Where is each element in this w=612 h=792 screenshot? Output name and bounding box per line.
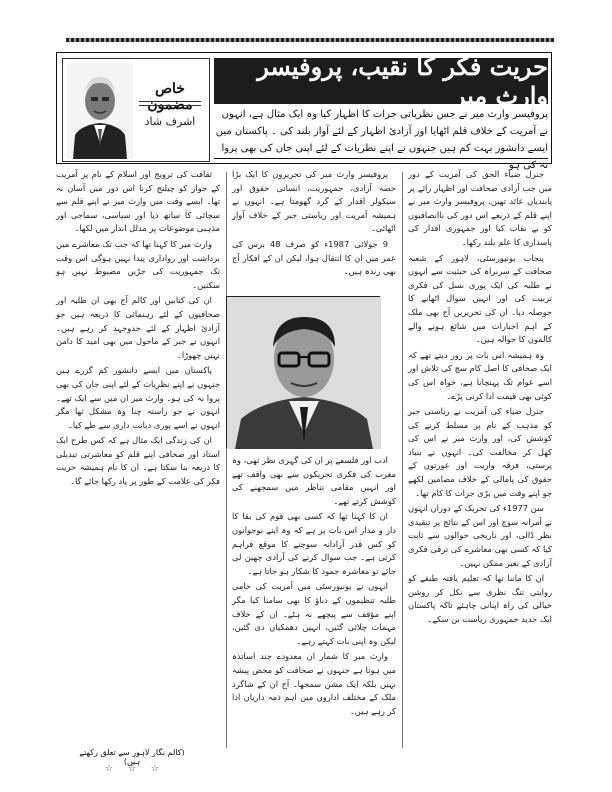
paragraph: وہ ہمیشہ اس بات پر زور دیتے تھے کہ ایک صحافی کا اصل کام سچ کی تلاش اور اسے عوام تک پہنچانا ہے، خواہ اس کی کوئی بھی قیمت ادا کرنی پڑے۔: [408, 349, 552, 401]
kicker-label: خاص مضمون: [147, 81, 193, 113]
closing-note: (کالم نگار لاہور سے تعلق رکھتے ہیں): [79, 748, 185, 766]
column-middle-top: [232, 168, 396, 290]
paragraph: انہوں نے یونیورسٹی میں آمریت کی حامی طلبہ تنظیموں کے دباؤ کا بھی سامنا کیا مگر اپنے مؤقف سے پیچھے نہ ہٹے۔ ان کے خلاف مہمات چلائی گئیں، انہیں دھمکیاں دی گئیں، لیکن وہ اپنی بات کہتے رہے۔: [232, 581, 396, 646]
paragraph: جنرل ضیاء کی آمریت نے ریاستی جبر کو مذہب کے نام پر مسلط کرنے کی کوشش کی، اور وارث میر نے اس کی کھل کر مخالفت کی۔ انہوں نے بنیاد پرستی، فرقہ واریت اور عورتوں کے حقوق کی پامالی کے خلاف مضامین لکھے جو اپنے وقت میں بڑی جرات کا کام تھا۔: [408, 406, 552, 498]
paragraph: ان کا کہنا تھا کہ کسی بھی قوم کی بقا کا دار و مدار اس بات پر ہے کہ وہ اپنے نوجوانوں کو کس قدر آزادانہ سوچنے کا موقع فراہم کرتی ہے۔ جب سوال کرنے کی آزادی چھین لی جائے تو معاشرہ جمود کا شکار ہو جاتا ہے۔: [232, 511, 396, 576]
paragraph: پروفیسر وارث میر کی تحریروں کا ایک بڑا حصہ آزادی، جمہوریت، انسانی حقوق اور سیکولر اقدار کے گرد گھومتا ہے۔ انہوں نے ہمیشہ آمریت اور ریاستی جبر کے خلاف آواز اٹھائی۔: [232, 169, 396, 234]
paragraph: ادب اور فلسفے پر ان کی گہری نظر تھی، وہ مغرب کی فکری تحریکوں سے بھی واقف تھے اور انہیں مقامی تناظر میں سمجھنے کی کوشش کرتے تھے۔: [232, 455, 396, 506]
author-name: اشرف شاد: [144, 115, 196, 128]
headline: حریت فکر کا نقیب، پروفیسر وارث میر: [257, 52, 548, 110]
column-divider: [226, 172, 227, 748]
paragraph: پنجاب یونیورسٹی، لاہور کے شعبہ صحافت کے سربراہ کی حیثیت سے انہوں نے طلبہ کی ایک پوری نسل کی فکری تربیت کی اور انہیں سوال اٹھانے کا حوصلہ دیا۔ ان کی تحریریں آج بھی ملک کے اہم اخبارات میں شائع ہونے والے کالموں کا حوالہ ہیں۔: [408, 252, 552, 345]
column-left: [56, 168, 220, 752]
paragraph: جنرل ضیاء الحق کی آمریت کے دور میں جب آزادی صحافت اور اظہار رائے پر پابندیاں عائد تھیں، پروفیسر وارث میر نے اپنے قلم کے ذریعے اس دور کی ناانصافیوں کو بے نقاب کیا اور جمہوری اقدار کی پاسداری کا علم بلند رکھا۔: [408, 169, 552, 247]
column-middle-bottom: [232, 454, 396, 752]
byline-box: [62, 58, 210, 162]
headline-bar: [214, 52, 548, 110]
paragraph: ثقافت کی ترویج اور اسلام کے نام پر آمریت کے جواز کو چیلنج کرنا اس دور میں آسان نہ تھا۔ ایسے وقت میں وارث میر نے اپنے قلم سے سچائی کا ساتھ دیا اور سیاسی، سماجی اور مذہبی موضوعات پر مدلل انداز میں لکھا۔: [56, 169, 220, 234]
portrait-image: [227, 297, 381, 449]
column-right: [408, 168, 552, 752]
paragraph: ان کی زندگی ایک مثال ہے کہ کس طرح ایک استاد اور صحافی اپنے قلم کو معاشرتی تبدیلی کا ذریعہ بنا سکتا ہے۔ ان کا نام ہمیشہ حریت فکر کی علامت کے طور پر یاد رکھا جائے گا۔: [56, 435, 220, 487]
paragraph: وارث میر کا کہنا تھا کہ جب تک معاشرے میں برداشت اور رواداری پیدا نہیں ہوگی اس وقت تک جمہوریت کی جڑیں مضبوط نہیں ہو سکتیں۔: [56, 238, 220, 290]
article-body: [56, 168, 552, 758]
paragraph: سن 1977ء کی تحریک کے دوران انہوں نے آمرانہ سوچ اور اس کے نتائج پر تنقیدی نظر ڈالی، اور تاریخی حوالوں سے ثابت کیا کہ کسی بھی معاشرے کی ترقی فکری آزادی کے بغیر ممکن نہیں۔: [408, 503, 552, 568]
author-photo: [67, 63, 133, 159]
end-stars: ☆ ☆ ☆: [105, 764, 165, 774]
deck-text: پروفیسر وارث میر نے جس نظریاتی جرات کا اظہار کیا وہ ایک مثال ہے، انہوں نے آمریت کے خلاف قلم اٹھایا اور آزادیٔ اظہار کے لئے آواز بلند کی ۔ پاکستان میں ایسے دانشور بہت کم ہیں جنہوں نے اپنے نظریات کے لئے اپنی جان کی بھی پروا نہ کی ہو: [214, 106, 548, 159]
paragraph: ان کا ماننا تھا کہ تعلیم یافتہ طبقے کو روایتی تنگ نظری سے نکل کر روشن خیالی کی راہ اپنانی چاہئے تاکہ پاکستان ایک جدید جمہوری ریاست بن سکے۔: [408, 573, 552, 624]
paragraph: ان کی کتابیں اور کالم آج بھی ان طلبہ اور صحافیوں کے لئے رہنمائی کا ذریعہ ہیں جو آزادیٔ اظہار کے لئے جدوجہد کر رہے ہیں۔ انہوں نے جبر کے ماحول میں بھی امید کا دامن نہیں چھوڑا۔: [56, 295, 220, 360]
top-rule: [66, 38, 554, 42]
paragraph: پاکستان میں ایسے دانشور کم گزرے ہیں جنہوں نے اپنے نظریات کے لئے اپنی جان کی بھی پروا نہ کی ہو۔ وارث میر ان میں سے ایک تھے۔ انہوں نے جو راستہ چنا وہ مشکل تھا مگر انہوں نے اسے پوری دیانت داری سے طے کیا۔: [56, 365, 220, 430]
paragraph: 9 جولائی 1987ء کو صرف 48 برس کی عمر میں ان کا انتقال ہوا، لیکن ان کے افکار آج بھی زندہ ہیں۔: [232, 238, 396, 277]
kicker-ornament: [139, 101, 201, 106]
paragraph: وارث میر کا شمار ان معدودے چند اساتذہ میں ہوتا ہے جنہوں نے صحافت کو محض پیشہ نہیں بلکہ ایک مشن سمجھا۔ آج ان کے شاگرد ملک کے مختلف اداروں میں اہم ذمہ داریاں ادا کر رہے ہیں۔: [232, 651, 396, 716]
column-divider: [402, 172, 403, 748]
subject-portrait: [226, 296, 380, 448]
